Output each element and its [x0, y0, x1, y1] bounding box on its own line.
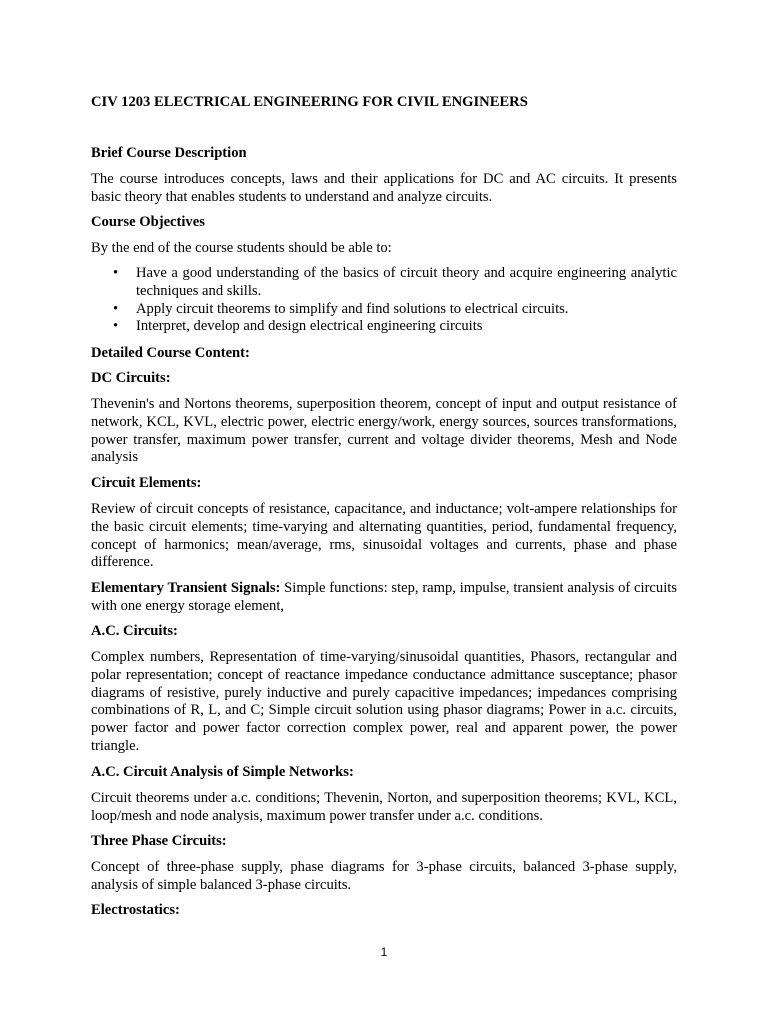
brief-description-heading: Brief Course Description: [91, 145, 247, 161]
bullet-icon: •: [113, 265, 119, 281]
objective-item: [91, 318, 677, 336]
transient-signals-text: Simple functions: step, ramp, impulse, transient analysis of circuits with one energy storage element,: [91, 580, 677, 614]
objectives-intro: By the end of the course students should be able to:: [91, 240, 392, 256]
objective-text: Interpret, develop and design electrical engineering circuits: [136, 318, 483, 335]
detailed-content-heading: Detailed Course Content:: [91, 345, 250, 361]
objectives-heading: Course Objectives: [91, 214, 205, 230]
objective-text: Apply circuit theorems to simplify and find solutions to electrical circuits.: [136, 300, 569, 317]
objective-item: [91, 301, 677, 319]
page-number: 1: [380, 945, 388, 959]
objective-text: Have a good understanding of the basics of circuit theory and acquire engineering analytic techniques and skills.: [136, 265, 677, 299]
circuit-elements-heading: Circuit Elements:: [91, 475, 202, 491]
three-phase-text: Concept of three-phase supply, phase diagrams for 3-phase circuits, balanced 3-phase supply, analysis of simple balanced 3-phase circuits.: [91, 859, 677, 893]
three-phase-heading: Three Phase Circuits:: [91, 833, 227, 849]
dc-circuits-heading: DC Circuits:: [91, 370, 171, 386]
course-title: CIV 1203 ELECTRICAL ENGINEERING FOR CIVIL ENGINEERS: [91, 94, 528, 110]
bullet-icon: •: [113, 318, 119, 335]
bullet-icon: •: [113, 300, 119, 317]
ac-circuits-text: Complex numbers, Representation of time-varying/sinusoidal quantities, Phasors, rectangular and polar representation; concept of reactance impedance conductance admittance susceptance; phasor diagrams of resistive, purely inductive and purely capacitive impedances; impedances comprising combinations of R, L, and C; Simple circuit solution using phasor diagrams; Power in a.c. circuits, power factor and power factor correction complex power, real and apparent power, the power triangle.: [91, 649, 677, 754]
objective-item: [91, 265, 677, 301]
ac-circuits-heading: A.C. Circuits:: [91, 623, 178, 639]
circuit-elements-text: Review of circuit concepts of resistance, capacitance, and inductance; volt-ampere relationships for the basic circuit elements; time-varying and alternating quantities, period, fundamental frequency, concept of harmonics; mean/average, rms, sinusoidal voltages and currents, phase and phase difference.: [91, 501, 677, 571]
objectives-list: [91, 265, 677, 336]
transient-signals-paragraph: [91, 580, 677, 616]
ac-networks-heading: A.C. Circuit Analysis of Simple Networks:: [91, 764, 354, 780]
ac-networks-text: Circuit theorems under a.c. conditions; Thevenin, Norton, and superposition theorems; KVL, KCL, loop/mesh and node analysis, maximum power transfer under a.c. conditions.: [91, 790, 677, 824]
transient-signals-heading: Elementary Transient Signals:: [91, 580, 281, 596]
dc-circuits-text: Thevenin's and Nortons theorems, superposition theorem, concept of input and output resistance of network, KCL, KVL, electric power, electric energy/work, energy sources, sources transformations, power transfer, maximum power transfer, current and voltage divider theorems, Mesh and Node analysis: [91, 396, 677, 466]
brief-description-text: The course introduces concepts, laws and their applications for DC and AC circuits. It presents basic theory that enables students to understand and analyze circuits.: [91, 171, 677, 205]
electrostatics-heading: Electrostatics:: [91, 902, 180, 918]
